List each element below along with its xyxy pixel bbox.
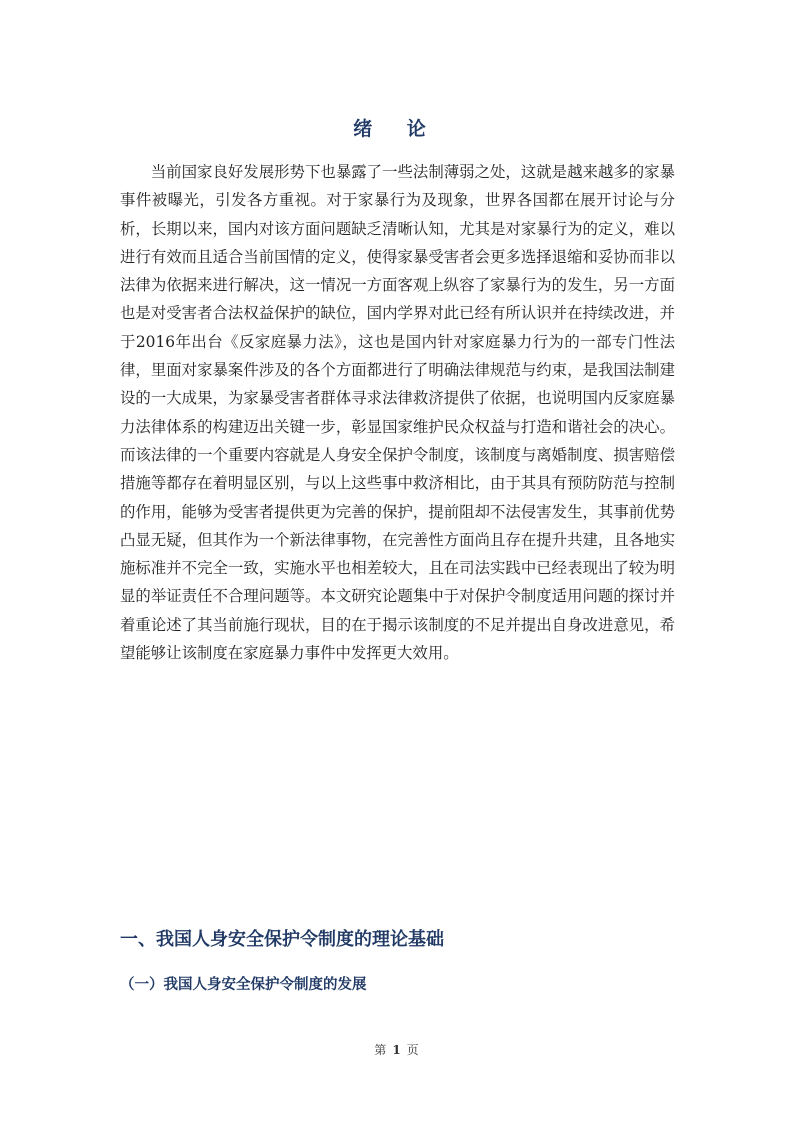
footer-prefix: 第 [374,1043,387,1057]
page-number: 1 [392,1043,401,1057]
footer-suffix: 页 [406,1043,419,1057]
subsection-heading: （一）我国人身安全保护令制度的发展 [120,977,367,993]
page-footer [0,1041,793,1058]
intro-paragraph: 当前国家良好发展形势下也暴露了一些法制薄弱之处，这就是越来越多的家暴事件被曝光，引发各方重视。对于家暴行为及现象，世界各国都在展开讨论与分析，长期以来，国内对该方面问题缺乏清晰认知，尤其是对家暴行为的定义，难以进行有效而且适合当前国情的定义，使得家暴受害者会更多选择退缩和妥协而非以法律为依据来进行解决，这一情况一方面客观上纵容了家暴行为的发生，另一方面也是对受害者合法权益保护的缺位，国内学界对此已经有所认识并在持续改进，并于2016年出台《反家庭暴力法》，这也是国内针对家庭暴力行为的一部专门性法律，里面对家暴案件涉及的各个方面都进行了明确法律规范与约束，是我国法制建设的一大成果，为家暴受害者群体寻求法律救济提供了依据，也说明国内反家庭暴力法律体系的构建迈出关键一步，彰显国家维护民众权益与打造和谐社会的决心。而该法律的一个重要内容就是人身安全保护令制度，该制度与离婚制度、损害赔偿措施等都存在着明显区别，与以上这些事中救济相比，由于其具有预防防范与控制的作用，能够为受害者提供更为完善的保护，提前阻却不法侵害发生，其事前优势凸显无疑，但其作为一个新法律事物，在完善性方面尚且存在提升共建，且各地实施标准并不完全一致，实施水平也相差较大，且在司法实践中已经表现出了较为明显的举证责任不合理问题等。本文研究论题集中于对保护令制度适用问题的探讨并着重论述了其当前施行现状，目的在于揭示该制度的不足并提出自身改进意见，希望能够让该制度在家庭暴力事件中发挥更大效用。 [120,163,675,663]
section-heading: 一、我国人身安全保护令制度的理论基础 [120,929,444,950]
page-title: 绪 论 [353,118,440,140]
